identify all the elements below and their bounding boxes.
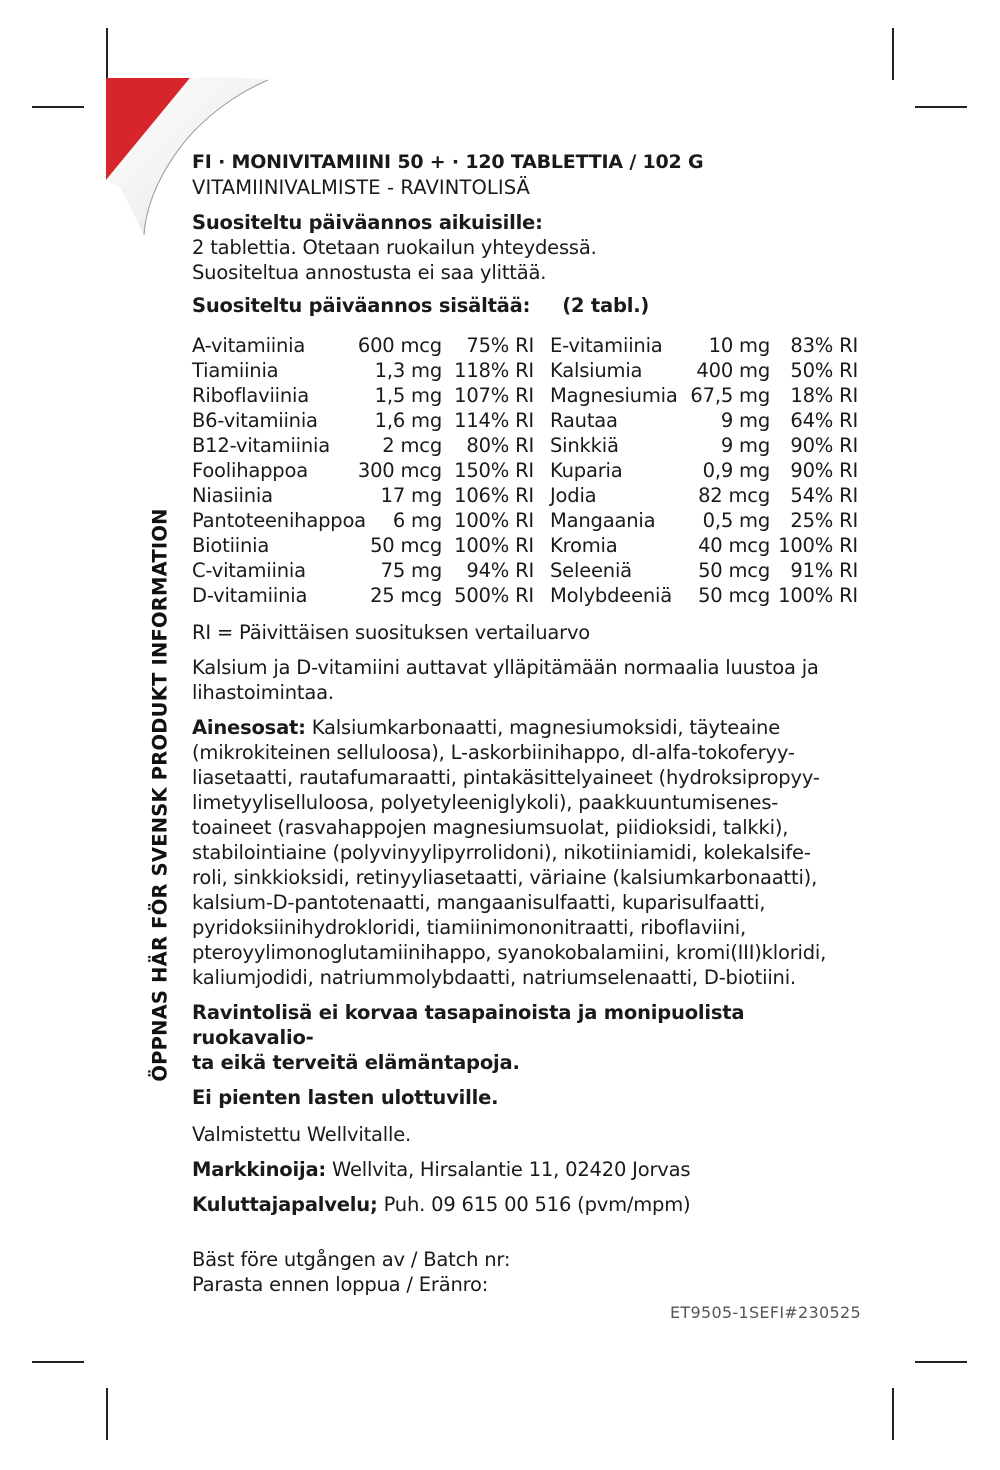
contents-amount: (2 tabl.) (562, 294, 650, 317)
customer-service-value: Puh. 09 615 00 516 (pvm/mpm) (383, 1193, 691, 1216)
crop-mark (915, 106, 967, 108)
marketer-label: Markkinoija: (192, 1158, 327, 1181)
nutrient-name: Rautaa (550, 409, 618, 432)
nutrient-column-right (550, 333, 860, 608)
product-subtitle: VITAMIINIVALMISTE - RAVINTOLISÄ (192, 176, 530, 199)
nutrient-ri: 80% RI (466, 434, 534, 457)
nutrient-amount: 1,5 mg (374, 384, 442, 407)
nutrient-amount: 1,3 mg (374, 359, 442, 382)
nutrient-amount: 2 mcg (382, 434, 442, 457)
nutrient-name: Kromia (550, 534, 618, 557)
nutrient-ri: 100% RI (778, 584, 858, 607)
nutrient-amount: 25 mcg (370, 584, 442, 607)
crop-mark (915, 1361, 967, 1363)
nutrient-ri: 118% RI (454, 359, 534, 382)
nutrient-ri: 94% RI (466, 559, 534, 582)
nutrient-name: A-vitamiinia (192, 334, 306, 357)
nutrient-ri: 107% RI (454, 384, 534, 407)
nutrient-ri: 106% RI (454, 484, 534, 507)
nutrient-name: Jodia (550, 484, 597, 507)
nutrient-amount: 6 mg (392, 509, 442, 532)
side-label-text: ÖPPNAS HÄR FÖR SVENSK PRODUKT INFORMATION (148, 508, 172, 1082)
nutrient-amount: 40 mcg (698, 534, 770, 557)
ingredients-line: pyridoksiinihydrokloridi, tiamiinimononitraatti, riboflaviini, (192, 916, 746, 939)
batch-info-fi: Parasta ennen loppua / Eränro: (192, 1273, 489, 1296)
nutrient-table (192, 333, 862, 608)
nutrient-ri: 83% RI (790, 334, 858, 357)
nutrient-name: Molybdeeniä (550, 584, 672, 607)
nutrient-name: Magnesiumia (550, 384, 678, 407)
crop-mark (892, 28, 894, 80)
warning-children: Ei pienten lasten ulottuville. (192, 1086, 499, 1109)
label-content (192, 150, 862, 1297)
ingredients-line: (mikrokiteinen selluloosa), L-askorbiinihappo, dl-alfa-tokoferyy- (192, 741, 795, 764)
manufacturer: Valmistettu Wellvitalle. (192, 1123, 412, 1146)
health-claim: Kalsium ja D-vitamiini auttavat ylläpitämään normaalia luustoa ja lihastoimintaa. (192, 656, 819, 704)
nutrient-ri: 75% RI (466, 334, 534, 357)
nutrient-amount: 400 mg (696, 359, 770, 382)
ri-note: RI = Päivittäisen suosituksen vertailuarvo (192, 621, 591, 644)
nutrient-name: Pantoteenihappoa (192, 509, 366, 532)
nutrient-ri: 500% RI (454, 584, 534, 607)
nutrient-amount: 17 mg (380, 484, 442, 507)
nutrient-ri: 100% RI (454, 509, 534, 532)
marketer (192, 1157, 862, 1182)
nutrient-ri: 100% RI (454, 534, 534, 557)
ingredients-line: kaliumjodidi, natriummolybdaatti, natriumselenaatti, D-biotiini. (192, 966, 796, 989)
contents-header (192, 293, 862, 318)
dosage-heading: Suositeltu päiväannos aikuisille: (192, 211, 543, 234)
nutrient-amount: 0,9 mg (702, 459, 770, 482)
ingredients-line: limetyyliselluloosa, polyetyleeniglykoli), paakkuuntumisenes- (192, 791, 779, 814)
nutrient-amount: 9 mg (720, 409, 770, 432)
product-title: FI · MONIVITAMIINI 50 + · 120 TABLETTIA / 102 G (192, 151, 704, 173)
nutrient-ri: 114% RI (454, 409, 534, 432)
warning-diet: Ravintolisä ei korvaa tasapainoista ja monipuolista ruokavalio- (192, 1001, 745, 1049)
crop-mark (106, 1388, 108, 1440)
nutrient-name: Kuparia (550, 459, 623, 482)
nutrient-amount: 50 mcg (698, 584, 770, 607)
nutrient-ri: 54% RI (790, 484, 858, 507)
nutrient-amount: 0,5 mg (702, 509, 770, 532)
nutrient-name: B12-vitamiinia (192, 434, 331, 457)
marketer-value: Wellvita, Hirsalantie 11, 02420 Jorvas (332, 1158, 691, 1181)
nutrient-amount: 82 mcg (698, 484, 770, 507)
contents-heading: Suositeltu päiväannos sisältää: (192, 294, 531, 317)
ingredients-line: toaineet (rasvahappojen magnesiumsuolat, piidioksidi, talkki), (192, 816, 789, 839)
crop-mark (892, 1388, 894, 1440)
ingredients-label: Ainesosat: (192, 716, 306, 739)
nutrient-amount: 67,5 mg (690, 384, 770, 407)
nutrient-name: Seleeniä (550, 559, 632, 582)
ingredients-line: roli, sinkkioksidi, retinyyliasetaatti, väriaine (kalsiumkarbonaatti), (192, 866, 818, 889)
nutrient-name: Sinkkiä (550, 434, 619, 457)
nutrient-name: Mangaania (550, 509, 656, 532)
warning-diet: ta eikä terveitä elämäntapoja. (192, 1051, 520, 1074)
nutrient-name: D-vitamiinia (192, 584, 308, 607)
nutrient-name: Foolihappoa (192, 459, 308, 482)
dosage-line: Suositeltua annostusta ei saa ylittää. (192, 261, 547, 284)
nutrient-ri: 150% RI (454, 459, 534, 482)
nutrient-name: Riboflaviinia (192, 384, 310, 407)
nutrient-name: E-vitamiinia (550, 334, 663, 357)
nutrient-ri: 64% RI (790, 409, 858, 432)
ingredients-line: stabilointiaine (polyvinyylipyrrolidoni), nikotiiniamidi, kolekalsife- (192, 841, 811, 864)
nutrient-amount: 50 mcg (370, 534, 442, 557)
ingredients-line: liasetaatti, rautafumaraatti, pintakäsittelyaineet (hydroksipropyy- (192, 766, 820, 789)
ingredients-line: pteroyylimonoglutamiinihappo, syanokobalamiini, kromi(III)kloridi, (192, 941, 827, 964)
nutrient-name: Kalsiumia (550, 359, 643, 382)
nutrient-name: C-vitamiinia (192, 559, 306, 582)
nutrient-ri: 90% RI (790, 434, 858, 457)
nutrient-ri: 100% RI (778, 534, 858, 557)
nutrient-ri: 91% RI (790, 559, 858, 582)
nutrient-amount: 75 mg (380, 559, 442, 582)
nutrient-column-left (192, 333, 550, 608)
nutrient-amount: 50 mcg (698, 559, 770, 582)
nutrient-amount: 9 mg (720, 434, 770, 457)
nutrient-name: Tiamiinia (192, 359, 279, 382)
nutrient-amount: 1,6 mg (374, 409, 442, 432)
ingredients-line: kalsium-D-pantotenaatti, mangaanisulfaatti, kuparisulfaatti, (192, 891, 766, 914)
ingredients-line (192, 715, 862, 740)
batch-info-sv: Bäst före utgången av / Batch nr: (192, 1248, 511, 1271)
nutrient-ri: 25% RI (790, 509, 858, 532)
nutrient-amount: 300 mcg (357, 459, 442, 482)
product-code: ET9505-1SEFI#230525 (670, 1303, 861, 1322)
nutrient-amount: 600 mcg (357, 334, 442, 357)
nutrient-ri: 18% RI (790, 384, 858, 407)
customer-service (192, 1192, 862, 1217)
nutrient-name: Biotiinia (192, 534, 270, 557)
crop-mark (32, 1361, 84, 1363)
ingredients (192, 715, 862, 990)
ingredients-text: Kalsiumkarbonaatti, magnesiumoksidi, täyteaine (311, 716, 781, 739)
dosage-line: 2 tablettia. Otetaan ruokailun yhteydessä. (192, 236, 597, 259)
customer-service-label: Kuluttajapalvelu; (192, 1193, 378, 1216)
nutrient-name: Niasiinia (192, 484, 273, 507)
nutrient-amount: 10 mg (708, 334, 770, 357)
nutrient-ri: 90% RI (790, 459, 858, 482)
nutrient-name: B6-vitamiinia (192, 409, 318, 432)
nutrient-ri: 50% RI (790, 359, 858, 382)
